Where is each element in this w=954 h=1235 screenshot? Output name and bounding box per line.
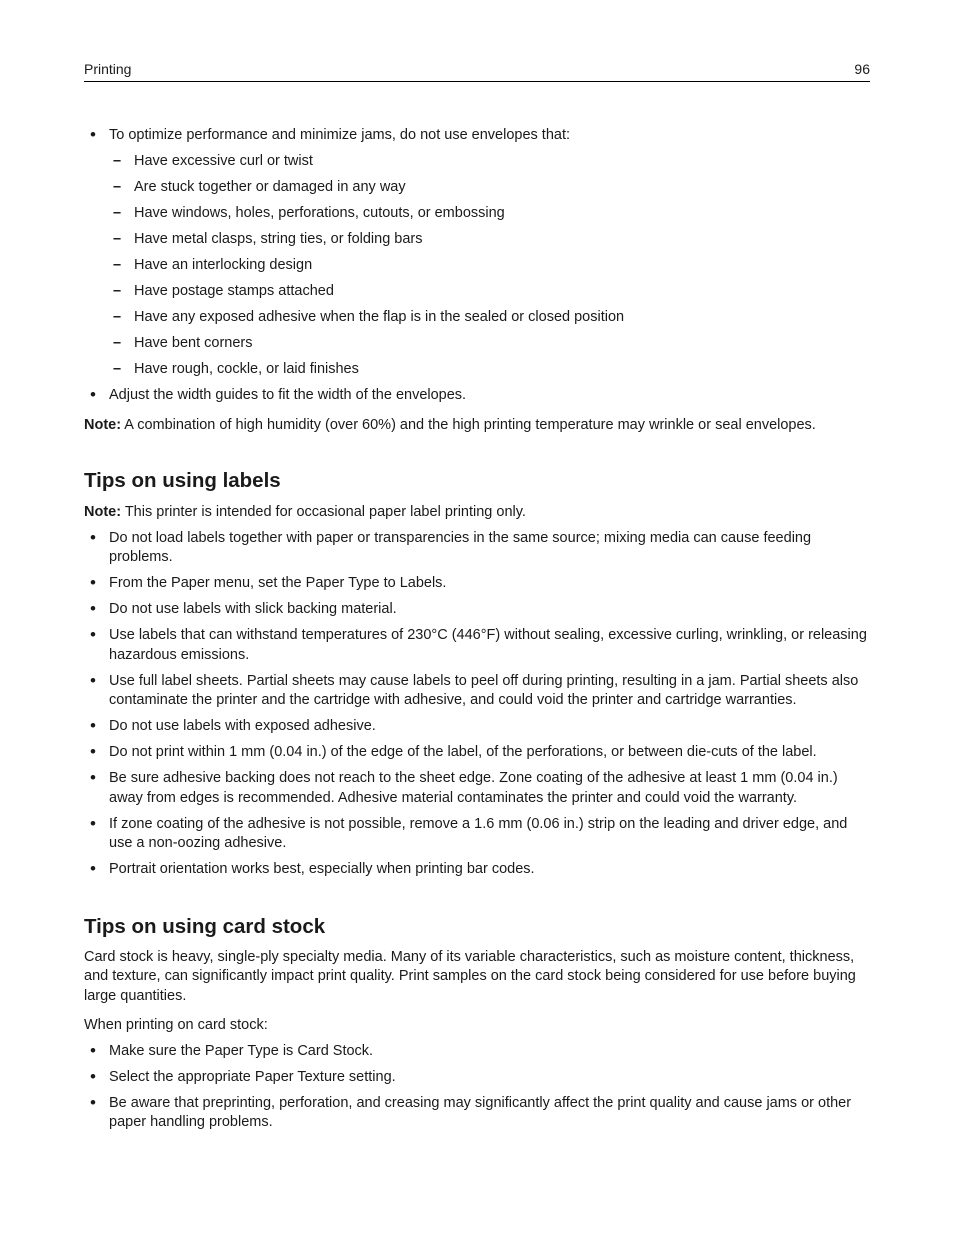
list-item: – Are stuck together or damaged in any way [109, 178, 870, 198]
page-number: 96 [854, 61, 870, 77]
list-item: • Do not use labels with exposed adhesive. [84, 717, 870, 737]
note-label: Note: [84, 504, 122, 520]
note-text: This printer is intended for occasional paper label printing only. [121, 504, 526, 520]
page-header [84, 60, 870, 82]
list-item: • If zone coating of the adhesive is not possible, remove a 1.6 mm (0.06 in.) strip on the leading and driver edge, and use a non-oozing adhesive. [84, 815, 870, 854]
list-item: • Do not load labels together with paper or transparencies in the same source; mixing media can cause feeding problems. [84, 529, 870, 568]
list-item: • Adjust the width guides to fit the width of the envelopes. [84, 386, 870, 406]
list-item: – Have an interlocking design [109, 256, 870, 276]
note-text: A combination of high humidity (over 60%) and the high printing temperature may wrinkle or seal envelopes. [121, 416, 816, 433]
labels-tips-list [84, 529, 870, 880]
page-body [84, 126, 870, 1139]
note-label: Note: [84, 416, 122, 433]
card-stock-heading: Tips on using card stock [84, 914, 326, 938]
list-item: • Select the appropriate Paper Texture setting. [84, 1068, 870, 1088]
envelope-avoid-list [109, 152, 870, 380]
list-item: • Do not print within 1 mm (0.04 in.) of the edge of the label, of the perforations, or between die-cuts of the label. [84, 743, 870, 763]
list-item: • Use labels that can withstand temperatures of 230°C (446°F) without sealing, excessive curling, wrinkling, or releasing hazardous emissions. [84, 626, 870, 665]
list-item: – Have rough, cockle, or laid finishes [109, 360, 870, 380]
envelope-tips-list [84, 126, 870, 406]
list-item: – Have windows, holes, perforations, cutouts, or embossing [109, 204, 870, 224]
list-item: – Have bent corners [109, 334, 870, 354]
list-item: – Have excessive curl or twist [109, 152, 870, 172]
card-stock-tips-list [84, 1042, 870, 1133]
list-item: – Have postage stamps attached [109, 282, 870, 302]
section-title: Printing [84, 61, 132, 77]
labels-heading: Tips on using labels [84, 469, 281, 492]
list-item: – Have any exposed adhesive when the flap is in the sealed or closed position [109, 308, 870, 328]
list-item: • Portrait orientation works best, especially when printing bar codes. [84, 860, 870, 880]
list-item [84, 126, 870, 380]
envelope-intro: To optimize performance and minimize jams, do not use envelopes that: [109, 127, 571, 143]
list-item: • From the Paper menu, set the Paper Type to Labels. [84, 574, 870, 594]
list-item: • Do not use labels with slick backing material. [84, 600, 870, 620]
labels-note [84, 503, 870, 523]
card-stock-paragraph: Card stock is heavy, single-ply specialty media. Many of its variable characteristics, such as moisture content, thickness, and texture, can significantly impact print quality. Print samples on the card stock being considered for use before buying large quantities. [84, 948, 856, 1004]
list-item: – Have metal clasps, string ties, or folding bars [109, 230, 870, 250]
list-item: • Be aware that preprinting, perforation, and creasing may significantly affect the print quality and cause jams or other paper handling problems. [84, 1094, 870, 1133]
list-item: • Make sure the Paper Type is Card Stock. [84, 1042, 870, 1062]
envelope-note [84, 416, 870, 436]
list-item: • Use full label sheets. Partial sheets may cause labels to peel off during printing, resulting in a jam. Partial sheets also contaminate the printer and the cartridge with adhesive, and could void the printer and cartridge warranties. [84, 672, 870, 711]
list-item: • Be sure adhesive backing does not reach to the sheet edge. Zone coating of the adhesive at least 1 mm (0.04 in.) away from edges is recommended. Adhesive material contaminates the printer and could void the warranty. [84, 769, 870, 808]
card-stock-lead: When printing on card stock: [84, 1017, 268, 1033]
